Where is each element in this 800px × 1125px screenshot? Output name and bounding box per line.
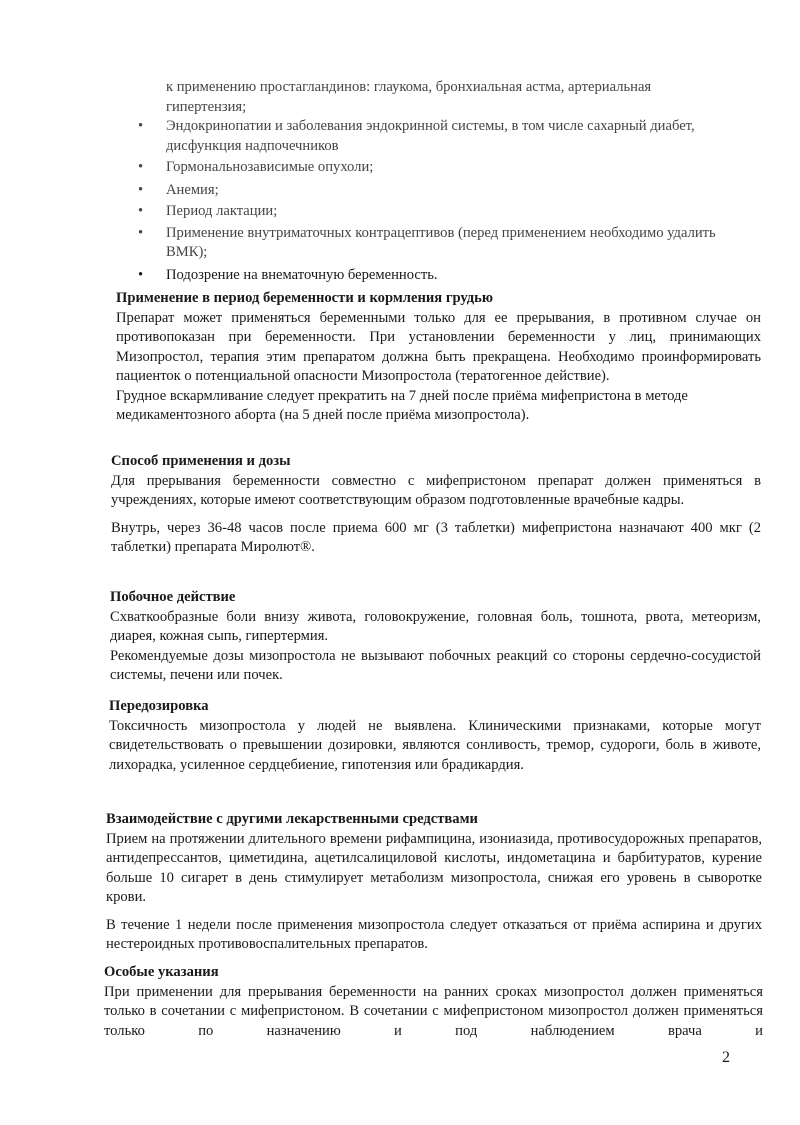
list-item: • Подозрение на внематочную беременность. xyxy=(136,266,756,286)
bullet-icon: • xyxy=(138,266,144,283)
section-paragraph: Препарат может применяться беременными только для ее прерывания, в противном случае он противопоказан при беременности. При установлении беременности у лиц, принимающих Мизопростол, терапия этим препаратом должна быть прекращена. Необходимо проинформировать пациенток о потенциальной опасности Мизопростола (тератогенное действие). xyxy=(116,309,761,384)
section-interactions xyxy=(106,810,762,955)
bullet-icon: • xyxy=(138,181,144,198)
section-heading: Передозировка xyxy=(109,698,209,714)
section-paragraph: При применении для прерывания беременности на ранних сроках мизопростол должен применяться только в сочетании с мифепристоном. В сочетании с мифепристоном мизопростол должен применяться только по назначению и под наблюдением врача и xyxy=(104,983,763,1039)
section-dosage xyxy=(111,452,761,558)
section-heading: Побочное действие xyxy=(110,589,236,605)
list-item: • Гормональнозависимые опухоли; xyxy=(136,158,756,178)
bullet-icon: • xyxy=(138,159,144,175)
section-side-effects xyxy=(110,588,761,686)
section-paragraph: Токсичность мизопростола у людей не выявлена. Клиническими признаками, которые могут свидетельствовать о превышении дозировки, являются сонливость, тремор, судороги, боль в животе, лихорадка, усиленное сердцебиение, гипотензия или брадикардия. xyxy=(109,717,761,773)
section-special-instructions xyxy=(104,963,763,1041)
section-pregnancy xyxy=(116,289,761,426)
contraindications-list xyxy=(136,117,756,285)
section-paragraph: Рекомендуемые дозы мизопростола не вызывают побочных реакций со стороны сердечно-сосудистой системы, печени или почек. xyxy=(110,647,761,683)
list-item: • Применение внутриматочных контрацептивов (перед применением необходимо удалить ВМК); xyxy=(138,224,716,260)
contraindications-continued xyxy=(136,78,756,285)
section-heading: Применение в период беременности и кормления грудью xyxy=(116,290,493,306)
section-heading: Способ применения и дозы xyxy=(111,453,291,469)
bullet-icon: • xyxy=(138,118,144,134)
contraindication-intro-line1: к применению простагландинов: глаукома, бронхиальная астма, артериальная xyxy=(166,79,652,95)
section-paragraph: Грудное вскармливание следует прекратить на 7 дней после приёма мифепристона в методе медикаментозного аборта (на 5 дней после приёма мизопростола). xyxy=(116,387,688,423)
section-paragraph: Схваткообразные боли внизу живота, головокружение, головная боль, тошнота, рвота, метеоризм, диарея, кожная сыпь, гипертермия. xyxy=(110,608,761,644)
bullet-icon: • xyxy=(138,224,144,241)
list-item: • Период лактации; xyxy=(136,202,756,222)
contraindication-intro-line2: гипертензия; xyxy=(166,98,247,115)
page-number: 2 xyxy=(722,1049,730,1066)
list-item: • Анемия; xyxy=(136,181,756,201)
section-paragraph: Внутрь, через 36-48 часов после приема 600 мг (3 таблетки) мифепристона назначают 400 мкг (2 таблетки) препарата Миролют®. xyxy=(111,519,761,555)
section-heading: Особые указания xyxy=(104,964,219,980)
bullet-icon: • xyxy=(138,203,144,219)
section-paragraph: В течение 1 недели после применения мизопростола следует отказаться от приёма аспирина и других нестероидных противовоспалительных препаратов. xyxy=(106,916,762,952)
section-overdose xyxy=(109,697,761,775)
list-item: • Эндокринопатии и заболевания эндокринной системы, в том числе сахарный диабет, дисфункция надпочечников xyxy=(138,118,695,154)
section-paragraph: Для прерывания беременности совместно с мифепристоном препарат должен применяться в учреждениях, которые имеют соответствующим образом подготовленные врачебные кадры. xyxy=(111,472,761,508)
section-paragraph: Прием на протяжении длительного времени рифампицина, изониазида, противосудорожных препаратов, антидепрессантов, циметидина, ацетилсалициловой кислоты, индометацина и барбитуратов, курение больше 10 сигарет в день стимулирует метаболизм мизопростола, снижая его уровень в сыворотке крови. xyxy=(106,830,762,905)
section-heading: Взаимодействие с другими лекарственными средствами xyxy=(106,811,478,827)
